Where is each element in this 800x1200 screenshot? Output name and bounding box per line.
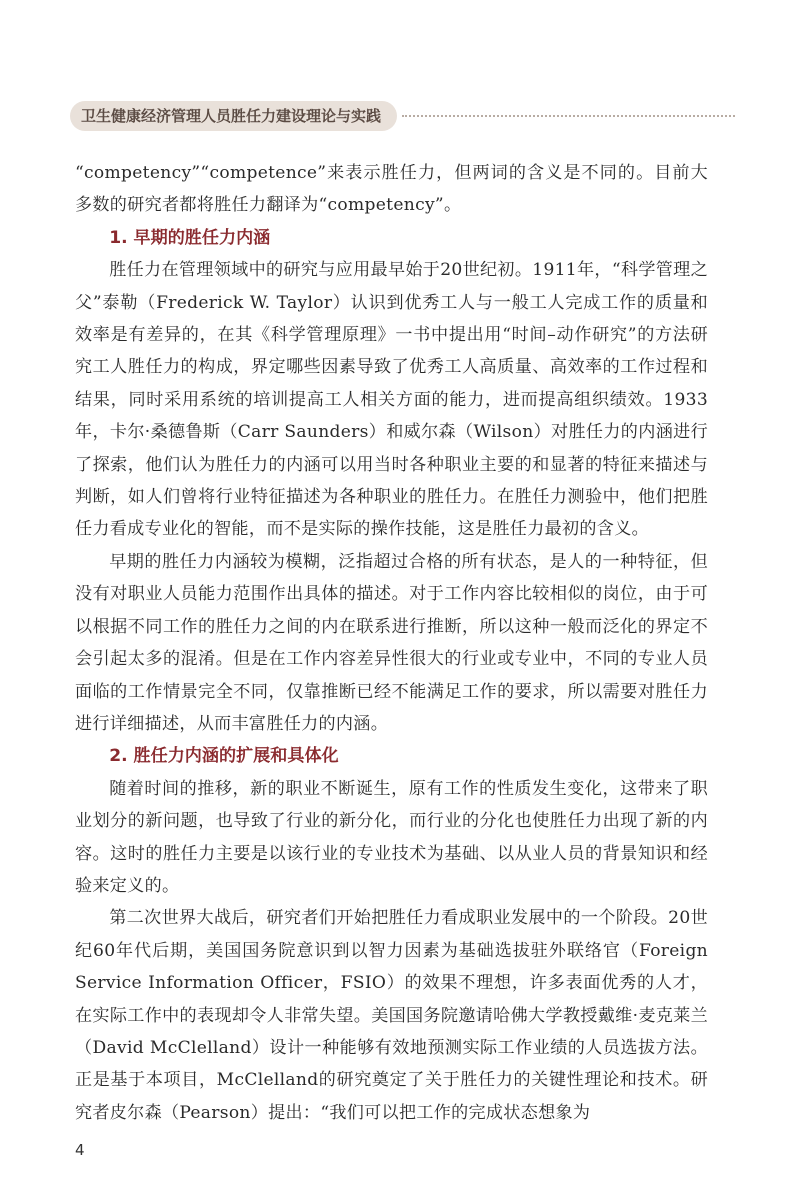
page-body — [75, 157, 708, 1129]
paragraph: 早期的胜任力内涵较为模糊，泛指超过合格的所有状态，是人的一种特征，但没有对职业人员能力范围作出具体的描述。对于工作内容比较相似的岗位，由于可以根据不同工作的胜任力之间的内在联系进行推断，所以这种一般而泛化的界定不会引起太多的混淆。但是在工作内容差异性很大的行业或专业中，不同的专业人员面临的工作情景完全不同，仅靠推断已经不能满足工作的要求，所以需要对胜任力进行详细描述，从而丰富胜任力的内涵。 — [75, 551, 708, 734]
paragraph-continued: “competency”“competence”来表示胜任力，但两词的含义是不同的。目前大多数的研究者都将胜任力翻译为“competency”。 — [75, 163, 708, 216]
paragraph: 胜任力在管理领域中的研究与应用最早始于20世纪初。1911年，“科学管理之父”泰勒（Frederick W. Taylor）认识到优秀工人与一般工人完成工作的质量和效率是有差异的，在其《科学管理原理》一书中提出用“时间–动作研究”的方法研究工人胜任力的构成，界定哪些因素导致了优秀工人高质量、高效率的工作过程和结果，同时采用系统的培训提高工人相关方面的能力，进而提高组织绩效。1933年，卡尔·桑德鲁斯（Carr Saunders）和威尔森（Wilson）对胜任力的内涵进行了探索，他们认为胜任力的内涵可以用当时各种职业主要的和显著的特征来描述与判断，如人们曾将行业特征描述为各种职业的胜任力。在胜任力测验中，他们把胜任力看成专业化的智能，而不是实际的操作技能，这是胜任力最初的含义。 — [75, 260, 708, 540]
paragraph: 第二次世界大战后，研究者们开始把胜任力看成职业发展中的一个阶段。20世纪60年代后期，美国国务院意识到以智力因素为基础选拔驻外联络官（Foreign Service Information Officer，FSIO）的效果不理想，许多表面优秀的人才，在实际工作中的表现却令人非常失望。美国国务院邀请哈佛大学教授戴维·麦克莱兰（David McClelland）设计一种能够有效地预测实际工作业绩的人员选拔方法。正是基于本项目，McClelland的研究奠定了关于胜任力的关键性理论和技术。研究者皮尔森（Pearson）提出：“我们可以把工作的完成状态想象为 — [75, 908, 708, 1123]
book-title-banner: 卫生健康经济管理人员胜任力建设理论与实践 — [70, 101, 397, 131]
page-number: 4 — [75, 1141, 85, 1159]
header-dotted-rule — [402, 115, 735, 117]
running-header — [70, 101, 735, 131]
section-heading-1: 1. 早期的胜任力内涵 — [109, 227, 271, 248]
paragraph: 随着时间的推移，新的职业不断诞生，原有工作的性质发生变化，这带来了职业划分的新问题，也导致了行业的新分化，而行业的分化也使胜任力出现了新的内容。这时的胜任力主要是以该行业的专业技术为基础、以从业人员的背景知识和经验来定义的。 — [75, 778, 708, 896]
section-heading-2: 2. 胜任力内涵的扩展和具体化 — [109, 746, 339, 767]
